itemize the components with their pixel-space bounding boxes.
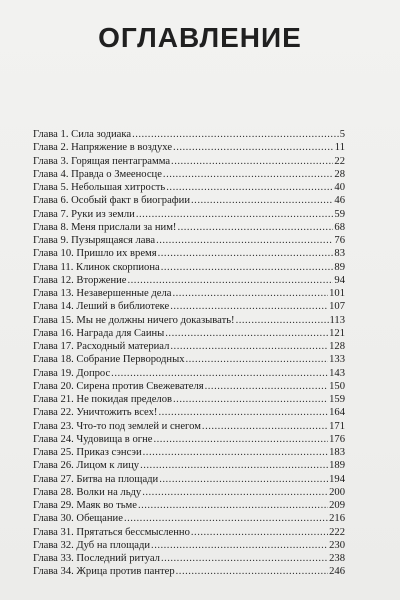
toc-dot-leader	[191, 526, 328, 539]
toc-dot-leader	[138, 499, 328, 512]
toc-dot-leader	[186, 353, 329, 366]
toc-entry	[33, 155, 345, 168]
toc-dot-leader	[132, 128, 339, 141]
toc-entry-label: Глава 12. Вторжение	[33, 274, 127, 286]
toc-entry-label: Глава 5. Небольшая хитрость	[33, 182, 166, 193]
toc-entry	[33, 539, 345, 552]
toc-entry-page-number: 189	[329, 460, 345, 472]
toc-entry-page-number: 194	[329, 473, 345, 485]
toc-dot-leader	[111, 367, 328, 380]
toc-entry-label: Глава 33. Последний ритуал	[33, 553, 160, 564]
bleed-through-shadow	[140, 60, 340, 120]
toc-entry-page-number: 176	[329, 433, 345, 445]
toc-entry	[33, 367, 345, 380]
toc-entry	[33, 499, 345, 512]
toc-entry-label: Глава 22. Уничтожить всех!	[33, 407, 158, 419]
toc-entry-page-number: 164	[329, 407, 345, 419]
toc-dot-leader	[136, 208, 334, 221]
toc-entry	[33, 168, 345, 181]
toc-dot-leader	[161, 552, 328, 565]
toc-entry	[33, 274, 345, 287]
toc-entry-label: Глава 26. Лицом к лицу	[33, 460, 140, 472]
toc-dot-leader	[205, 380, 328, 393]
toc-entry-label: Глава 17. Расходный материал	[33, 341, 170, 352]
toc-dot-leader	[191, 194, 333, 207]
toc-entry-label: Глава 32. Дуб на площади	[33, 539, 151, 551]
toc-entry	[33, 221, 345, 234]
toc-entry-page-number: 209	[329, 500, 345, 511]
toc-entry-label: Глава 31. Прятаться бессмысленно	[33, 526, 190, 538]
toc-entry-page-number: 76	[334, 235, 345, 246]
toc-entry-page-number: 128	[329, 341, 345, 352]
toc-entry-label: Глава 30. Обещание	[33, 513, 123, 525]
toc-entry-label: Глава 11. Клинок скорпиона	[33, 261, 160, 273]
toc-entry-page-number: 46	[334, 195, 345, 207]
toc-entry	[33, 261, 345, 274]
toc-entry-page-number: 200	[329, 486, 345, 498]
toc-entry-page-number: 246	[329, 566, 345, 578]
toc-entry-label: Глава 20. Сирена против Свежевателя	[33, 380, 204, 392]
toc-entry	[33, 526, 345, 539]
toc-entry-label: Глава 4. Правда о Змееносце	[33, 168, 162, 180]
toc-entry-page-number: 230	[329, 539, 345, 551]
toc-dot-leader	[163, 168, 333, 181]
toc-entry-page-number: 101	[329, 288, 345, 299]
toc-entry-label: Глава 21. Не покидая пределов	[33, 394, 173, 405]
toc-entry-label: Глава 23. Что-то под землей и снегом	[33, 420, 201, 432]
toc-entry-page-number: 11	[334, 142, 345, 154]
toc-entry	[33, 446, 345, 459]
toc-dot-leader	[173, 141, 334, 154]
toc-entry-page-number: 171	[329, 420, 345, 432]
toc-dot-leader	[161, 261, 334, 274]
toc-entry-page-number: 40	[334, 182, 345, 193]
toc-entry-page-number: 89	[334, 261, 345, 273]
toc-dot-leader	[158, 406, 328, 419]
toc-dot-leader	[140, 459, 328, 472]
toc-entry	[33, 234, 345, 247]
toc-entry	[33, 486, 345, 499]
toc-dot-leader	[153, 433, 328, 446]
toc-entry-page-number: 5	[339, 129, 345, 140]
toc-entry-page-number: 59	[334, 208, 345, 220]
toc-entry-page-number: 83	[334, 248, 345, 260]
toc-entry-label: Глава 29. Маяк во тьме	[33, 500, 137, 511]
toc-dot-leader	[170, 300, 328, 313]
toc-dot-leader	[236, 314, 329, 327]
toc-entry-page-number: 68	[334, 221, 345, 233]
toc-dot-leader	[158, 247, 334, 260]
toc-entry-label: Глава 7. Руки из земли	[33, 208, 135, 220]
toc-dot-leader	[165, 327, 328, 340]
toc-entry-page-number: 216	[329, 513, 345, 525]
toc-entry	[33, 287, 345, 300]
toc-entry-label: Глава 34. Жрица против пантер	[33, 566, 175, 578]
toc-entry-page-number: 222	[329, 526, 345, 538]
toc-dot-leader	[166, 181, 333, 194]
toc-entry	[33, 327, 345, 340]
toc-dot-leader	[172, 287, 328, 300]
table-of-contents	[33, 128, 345, 579]
toc-entry	[33, 552, 345, 565]
toc-entry	[33, 420, 345, 433]
toc-entry-page-number: 238	[329, 553, 345, 564]
toc-entry	[33, 247, 345, 260]
toc-entry-label: Глава 25. Приказ сэнсэи	[33, 447, 142, 458]
toc-entry	[33, 340, 345, 353]
toc-entry-label: Глава 19. Допрос	[33, 367, 111, 379]
toc-entry-page-number: 22	[334, 155, 345, 167]
toc-entry	[33, 512, 345, 525]
toc-entry-page-number: 183	[329, 447, 345, 458]
toc-entry-label: Глава 24. Чудовища в огне	[33, 433, 153, 445]
toc-dot-leader	[170, 340, 328, 353]
toc-entry-label: Глава 27. Битва на площади	[33, 473, 159, 485]
toc-entry-page-number: 94	[334, 274, 345, 286]
toc-entry-label: Глава 13. Незавершенные дела	[33, 288, 172, 299]
toc-entry	[33, 353, 345, 366]
toc-dot-leader	[173, 393, 328, 406]
toc-entry	[33, 181, 345, 194]
toc-entry-label: Глава 3. Горящая пентаграмма	[33, 155, 171, 167]
toc-entry	[33, 194, 345, 207]
toc-entry-page-number: 133	[329, 354, 345, 366]
toc-entry	[33, 208, 345, 221]
toc-entry-label: Глава 1. Сила зодиака	[33, 129, 132, 140]
toc-entry	[33, 300, 345, 313]
toc-entry	[33, 393, 345, 406]
toc-entry	[33, 406, 345, 419]
toc-dot-leader	[151, 539, 328, 552]
toc-entry-page-number: 143	[329, 367, 345, 379]
toc-entry-page-number: 150	[329, 380, 345, 392]
toc-entry-label: Глава 6. Особый факт в биографии	[33, 195, 191, 207]
toc-entry	[33, 433, 345, 446]
toc-entry-label: Глава 2. Напряжение в воздухе	[33, 142, 173, 154]
toc-entry-label: Глава 18. Собрание Первородных	[33, 354, 185, 366]
page-title: ОГЛАВЛЕНИЕ	[98, 22, 302, 53]
toc-entry	[33, 314, 345, 327]
toc-dot-leader	[128, 274, 334, 287]
toc-entry	[33, 380, 345, 393]
toc-entry-label: Глава 14. Леший в библиотеке	[33, 301, 170, 313]
toc-entry-page-number: 113	[329, 314, 345, 326]
toc-entry	[33, 141, 345, 154]
toc-dot-leader	[177, 221, 333, 234]
toc-entry-label: Глава 16. Награда для Саины	[33, 327, 165, 339]
toc-entry	[33, 128, 345, 141]
toc-dot-leader	[142, 486, 328, 499]
toc-entry	[33, 459, 345, 472]
toc-dot-leader	[143, 446, 328, 459]
toc-dot-leader	[156, 234, 333, 247]
toc-entry-label: Глава 15. Мы не должны ничего доказывать!	[33, 314, 235, 326]
toc-entry-page-number: 28	[334, 168, 345, 180]
toc-entry-label: Глава 10. Пришло их время	[33, 248, 157, 260]
toc-entry-page-number: 107	[329, 301, 345, 313]
toc-dot-leader	[171, 155, 333, 168]
toc-entry-label: Глава 28. Волки на льду	[33, 486, 142, 498]
toc-entry-label: Глава 9. Пузырящаяся лава	[33, 235, 156, 246]
toc-dot-leader	[159, 473, 328, 486]
toc-dot-leader	[124, 512, 328, 525]
toc-entry-page-number: 159	[329, 394, 345, 405]
toc-entry-label: Глава 8. Меня прислали за ним!	[33, 221, 177, 233]
toc-entry	[33, 565, 345, 578]
toc-dot-leader	[202, 420, 328, 433]
toc-entry-page-number: 121	[329, 327, 345, 339]
toc-dot-leader	[176, 565, 328, 578]
toc-entry	[33, 473, 345, 486]
